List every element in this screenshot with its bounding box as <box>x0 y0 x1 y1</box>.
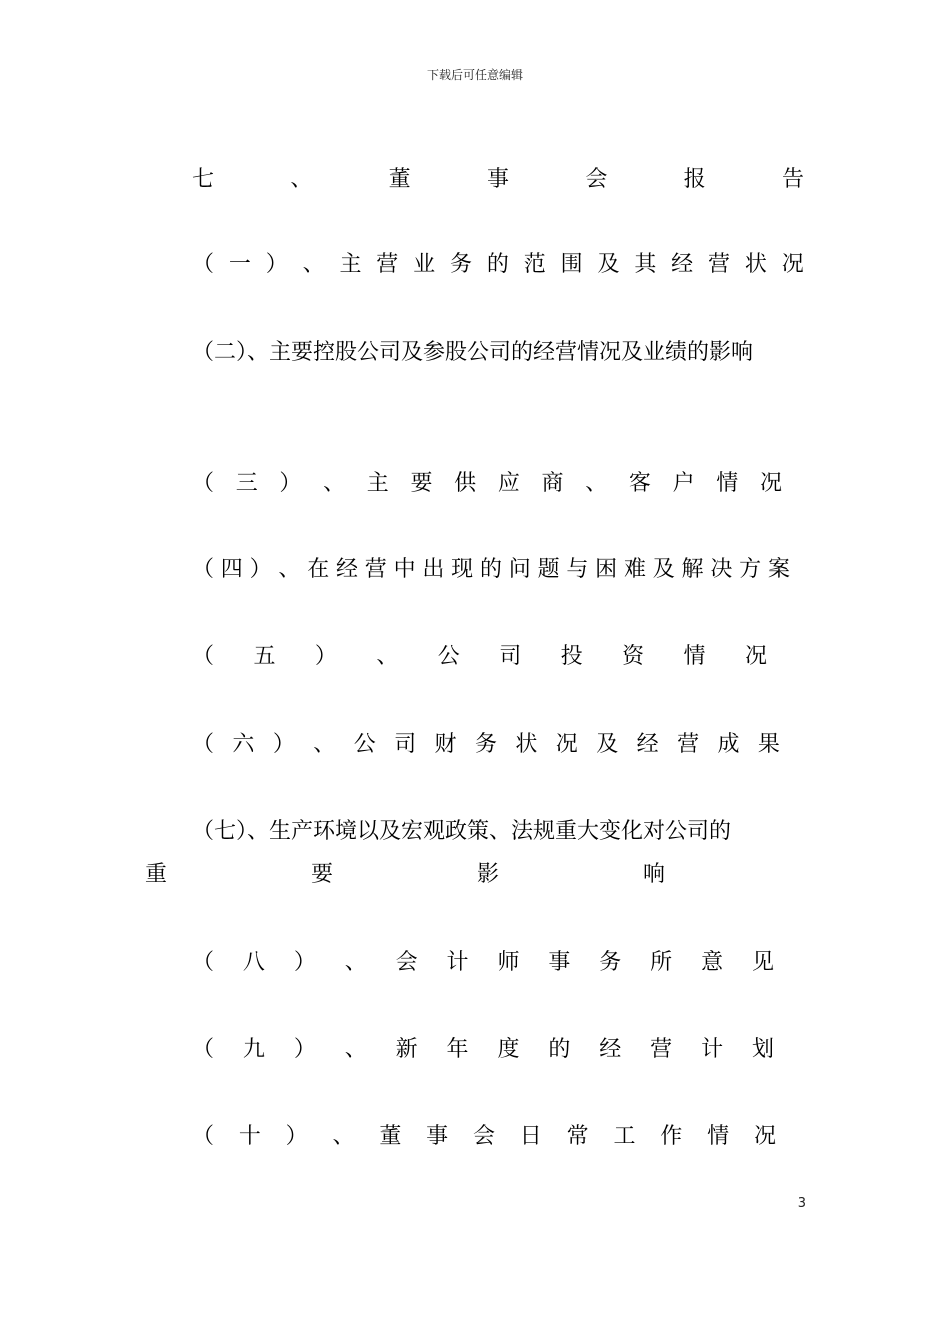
item-7: （七）、生产环境以及宏观政策、法规重大变化对公司的 <box>192 819 732 844</box>
item-6: （ 六 ） 、 公 司 财 务 状 况 及 经 营 成 果 <box>192 732 780 757</box>
item-9: （ 九 ） 、 新 年 度 的 经 营 计 划 <box>192 1037 774 1062</box>
page-number: 3 <box>797 1196 806 1211</box>
item-8: （ 八 ） 、 会 计 师 事 务 所 意 见 <box>192 950 774 975</box>
item-7-continuation: 重 要 影 响 <box>145 862 665 887</box>
item-2: （二）、主要控股公司及参股公司的经营情况及业绩的影响 <box>192 340 754 365</box>
item-4: （ 四 ） 、 在 经 营 中 出 现 的 问 题 与 困 难 及 解 决 方 案 <box>192 557 790 582</box>
item-3: （ 三 ） 、 主 要 供 应 商 、 客 户 情 况 <box>192 471 782 496</box>
page-header: 下载后可任意编辑 <box>426 68 523 82</box>
item-1: （ 一 ） 、 主 营 业 务 的 范 围 及 其 经 营 状 况 <box>192 252 804 277</box>
item-5: （ 五 ） 、 公 司 投 资 情 况 <box>192 644 767 669</box>
item-10: （ 十 ） 、 董 事 会 日 常 工 作 情 况 <box>192 1124 776 1149</box>
section-title: 七 、 董 事 会 报 告 <box>192 167 804 192</box>
